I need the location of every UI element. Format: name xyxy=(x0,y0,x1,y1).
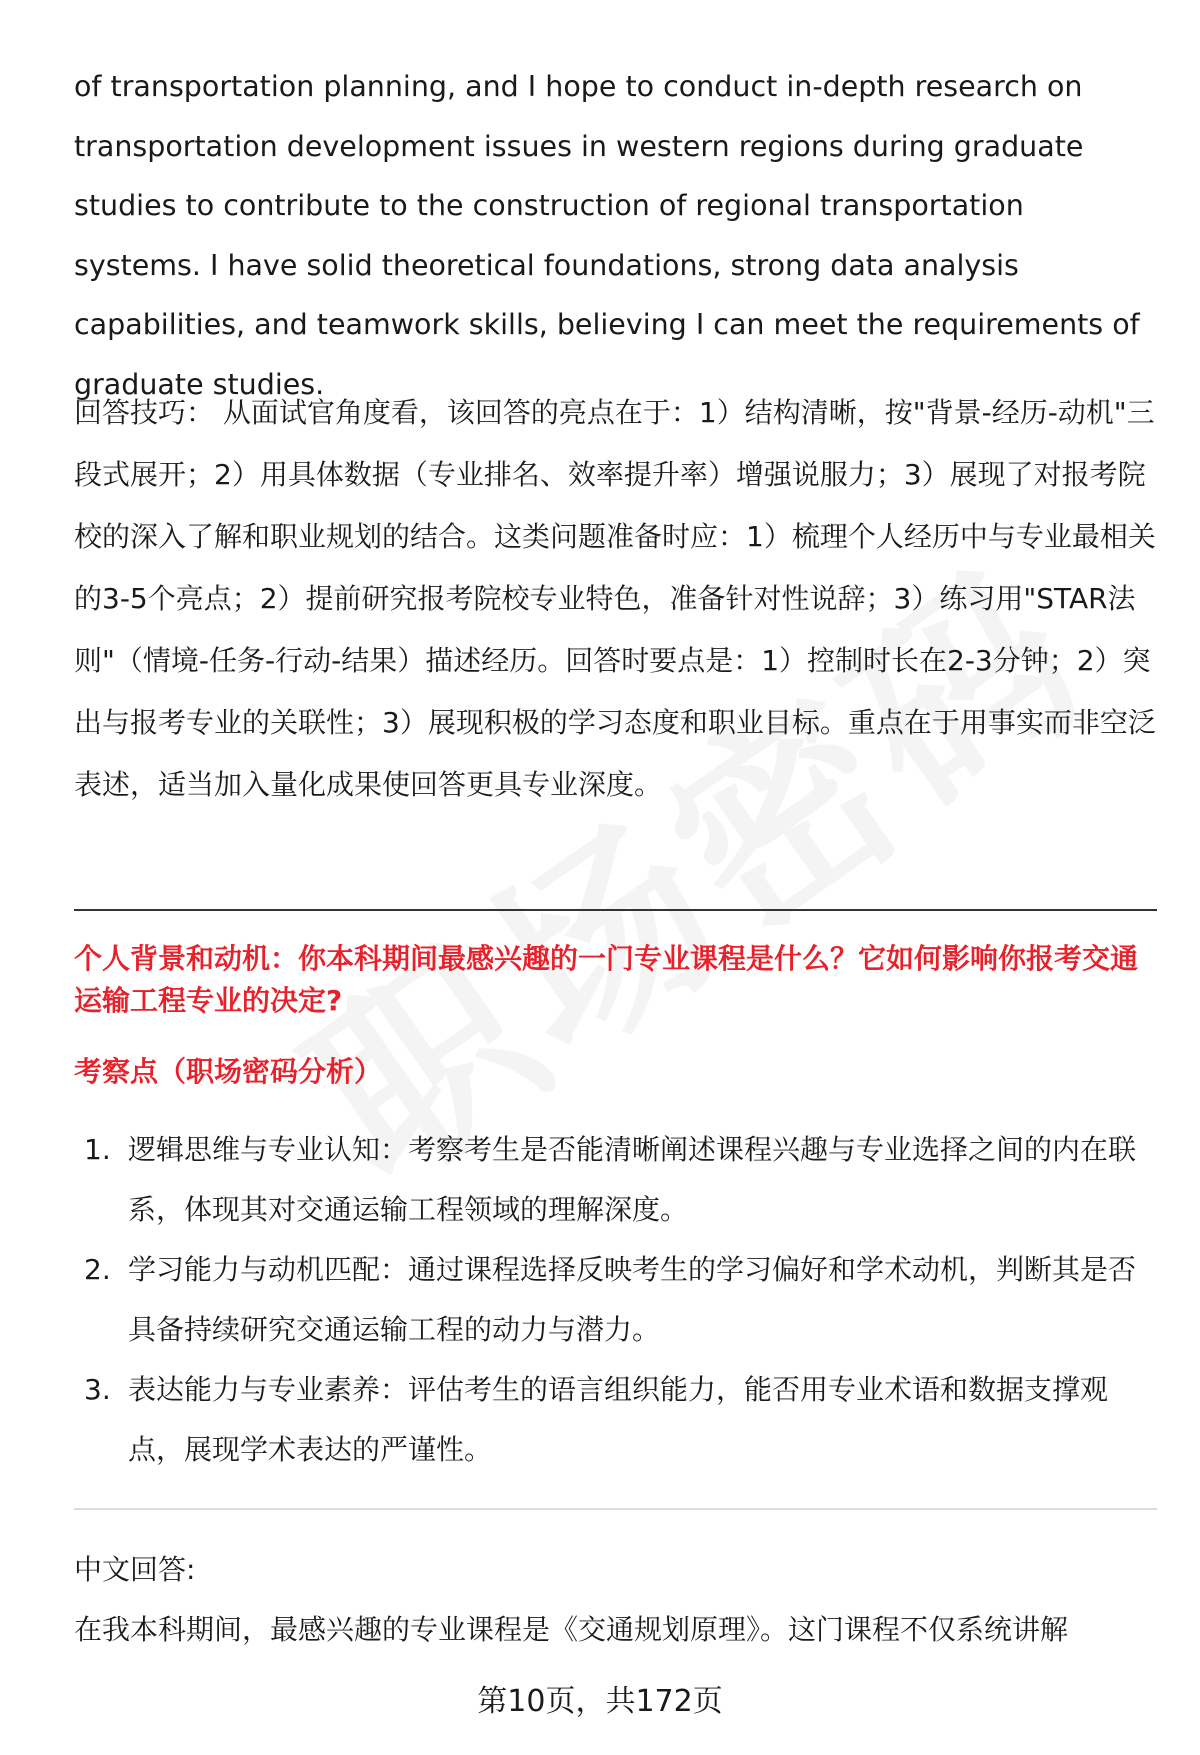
intro-paragraph: of transportation planning, and I hope to conduct in-depth research on transportation development issues in western regions during graduate studies to contribute to the construction of regional transportation systems. I have solid theoretical foundations, strong data analysis capabilities, and teamwork skills, believing I can meet the requirements of graduate studies. xyxy=(74,70,1140,401)
list-item-text: 逻辑思维与专业认知：考察考生是否能清晰阐述课程兴趣与专业选择之间的内在联系，体现其对交通运输工程领域的理解深度。 xyxy=(128,1133,1137,1226)
list-item xyxy=(74,1240,1157,1360)
list-item-number: 1. xyxy=(84,1133,111,1166)
list-item-number: 3. xyxy=(84,1373,111,1406)
page-indicator: 第10页，共172页 xyxy=(477,1684,723,1719)
answer-tips-paragraph: 回答技巧： 从面试官角度看，该回答的亮点在于：1）结构清晰，按"背景-经历-动机"三段式展开；2）用具体数据（专业排名、效率提升率）增强说服力；3）展现了对报考院校的深入了解和职业规划的结合。这类问题准备时应：1）梳理个人经历中与专业最相关的3-5个亮点；2）提前研究报考院校专业特色，准备针对性说辞；3）练习用"STAR法则"（情境-任务-行动-结果）描述经历。回答时要点是：1）控制时长在2-3分钟；2）突出与报考专业的关联性；3）展现积极的学习态度和职业目标。重点在于用事实而非空泛表述，适当加入量化成果使回答更具专业深度。 xyxy=(74,396,1156,801)
question-title: 个人背景和动机：你本科期间最感兴趣的一门专业课程是什么？它如何影响你报考交通运输工程专业的决定? xyxy=(74,942,1139,1017)
answer-divider xyxy=(74,1508,1157,1510)
assessment-points-list xyxy=(74,1120,1157,1480)
list-item-text: 学习能力与动机匹配：通过课程选择反映考生的学习偏好和学术动机，判断其是否具备持续研究交通运输工程的动力与潜力。 xyxy=(128,1253,1137,1346)
answer-label: 中文回答: xyxy=(74,1553,196,1586)
section-divider xyxy=(74,909,1157,911)
list-item-text: 表达能力与专业素养：评估考生的语言组织能力，能否用专业术语和数据支撑观点，展现学术表达的严谨性。 xyxy=(128,1373,1109,1466)
list-item xyxy=(74,1360,1157,1480)
list-item-number: 2. xyxy=(84,1253,111,1286)
list-item xyxy=(74,1120,1157,1240)
assessment-points-heading: 考察点（职场密码分析） xyxy=(74,1055,383,1088)
answer-text: 在我本科期间，最感兴趣的专业课程是《交通规划原理》。这门课程不仅系统讲解 xyxy=(74,1613,1069,1646)
